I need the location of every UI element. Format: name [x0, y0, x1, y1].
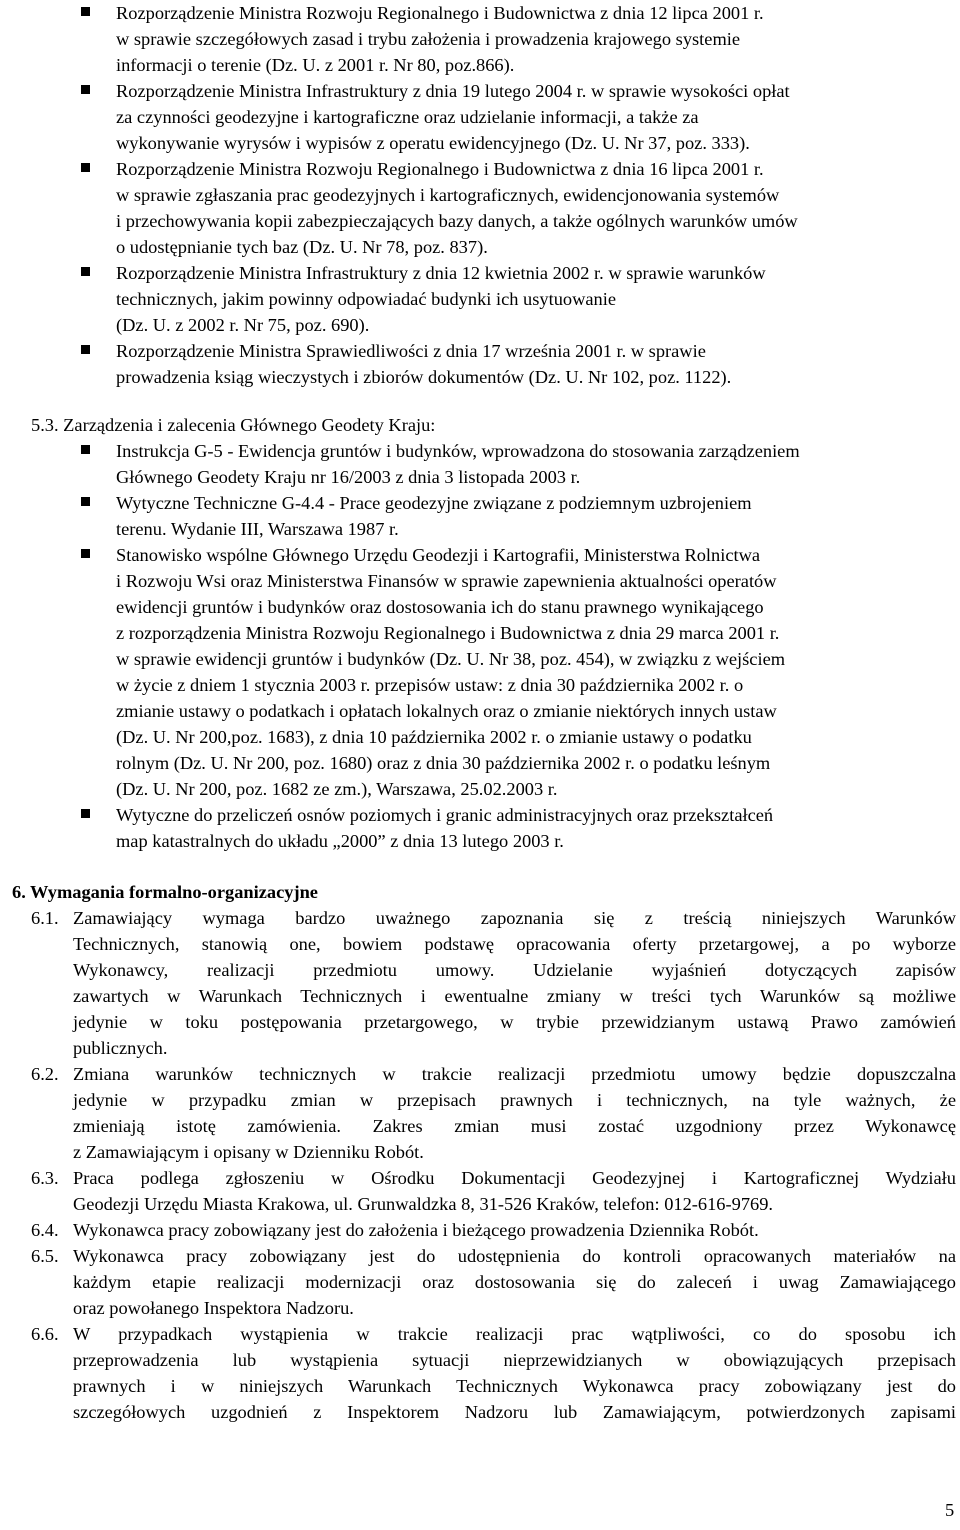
paragraph-line: publicznych. [73, 1038, 168, 1058]
square-bullet-icon [81, 163, 90, 172]
paragraph-line: Wykonawca pracy zobowiązany jest do udostępnienia do kontroli opracowanych materiałów na [73, 1246, 956, 1266]
paragraph-line: oraz powołanego Inspektora Nadzoru. [73, 1298, 354, 1318]
paragraph-line: z Zamawiającym i opisany w Dzienniku Robót. [73, 1142, 424, 1162]
paragraph-line: przeprowadzenia lub wystąpienia sytuacji nieprzewidzianych w obowiązujących przepisach [73, 1350, 956, 1370]
list-item-line: Wytyczne Techniczne G-4.4 - Prace geodezyjne związane z podziemnym uzbrojeniem [116, 493, 752, 513]
paragraph-line: Geodezji Urzędu Miasta Krakowa, ul. Grunwaldzka 8, 31-526 Kraków, telefon: 012-616-9769. [73, 1194, 774, 1214]
list-item [0, 156, 960, 260]
square-bullet-icon [81, 809, 90, 818]
paragraph-line: Wykonawca pracy zobowiązany jest do założenia i bieżącego prowadzenia Dziennika Robót. [73, 1220, 759, 1240]
page-number: 5 [945, 1500, 955, 1520]
section-6-heading: 6. Wymagania formalno-organizacyjne [12, 882, 318, 902]
item-number: 6.1. [31, 908, 59, 928]
list-item-line: za czynności geodezyjne i kartograficzne oraz udzielanie informacji, a także za [116, 107, 699, 127]
paragraph-line: Zamawiający wymaga bardzo uważnego zapoznania się z treścią niniejszych Warunków [73, 908, 956, 928]
square-bullet-icon [81, 497, 90, 506]
numbered-item [0, 1243, 956, 1321]
list-item-line: Wytyczne do przeliczeń osnów poziomych i granic administracyjnych oraz przekształceń [116, 805, 774, 825]
list-item-line: o udostępnianie tych baz (Dz. U. Nr 78, poz. 837). [116, 237, 488, 257]
square-bullet-icon [81, 445, 90, 454]
list-item-line: i Rozwoju Wsi oraz Ministerstwa Finansów w sprawie zapewnienia aktualności operatów [116, 571, 777, 591]
numbered-item [0, 1321, 956, 1425]
list-item-line: technicznych, jakim powinny odpowiadać budynki ich usytuowanie [116, 289, 617, 309]
list-item-line: Rozporządzenie Ministra Sprawiedliwości z dnia 17 września 2001 r. w sprawie [116, 341, 706, 361]
list-item-line: Głównego Geodety Kraju nr 16/2003 z dnia 3 listopada 2003 r. [116, 467, 581, 487]
paragraph-line: jedynie w przypadku zmian w przepisach prawnych i technicznych, na tyle ważnych, że [73, 1090, 956, 1110]
square-bullet-icon [81, 267, 90, 276]
list-item-line: Rozporządzenie Ministra Infrastruktury z dnia 19 lutego 2004 r. w sprawie wysokości opłat [116, 81, 790, 101]
list-item-line: zmianie ustawy o podatkach i opłatach lokalnych oraz o zmianie niektórych innych ustaw [116, 701, 777, 721]
list-item-line: w sprawie ewidencji gruntów i budynków (Dz. U. Nr 38, poz. 454), w związku z wejściem [116, 649, 786, 669]
list-item-line: Rozporządzenie Ministra Infrastruktury z dnia 12 kwietnia 2002 r. w sprawie warunków [116, 263, 766, 283]
paragraph-line: Zmiana warunków technicznych w trakcie realizacji przedmiotu umowy będzie dopuszczalna [73, 1064, 956, 1084]
numbered-item [0, 1217, 956, 1243]
list-item-line: Stanowisko wspólne Głównego Urzędu Geodezji i Kartografii, Ministerstwa Rolnictwa [116, 545, 761, 565]
list-item-line: terenu. Wydanie III, Warszawa 1987 r. [116, 519, 399, 539]
square-bullet-icon [81, 85, 90, 94]
list-item-line: (Dz. U. Nr 200, poz. 1682 ze zm.), Warszawa, 25.02.2003 r. [116, 779, 558, 799]
paragraph-line: W przypadkach wystąpienia w trakcie realizacji prac wątpliwości, co do sposobu ich [73, 1324, 956, 1344]
list-item [0, 542, 960, 802]
item-number: 6.2. [31, 1064, 59, 1084]
list-item-line: map katastralnych do układu „2000” z dnia 13 lutego 2003 r. [116, 831, 564, 851]
list-item-line: i przechowywania kopii zabezpieczających bazy danych, a także ogólnych warunków umów [116, 211, 798, 231]
list-item [0, 260, 960, 338]
square-bullet-icon [81, 345, 90, 354]
list-item-line: informacji o terenie (Dz. U. z 2001 r. Nr 80, poz.866). [116, 55, 515, 75]
list-item [0, 490, 960, 542]
list-item-line: wykonywanie wyrysów i wypisów z operatu ewidencyjnego (Dz. U. Nr 37, poz. 333). [116, 133, 750, 153]
guidelines-list [0, 438, 960, 854]
list-item-line: Rozporządzenie Ministra Rozwoju Regionalnego i Budownictwa z dnia 16 lipca 2001 r. [116, 159, 764, 179]
list-item-line: (Dz. U. Nr 200,poz. 1683), z dnia 10 października 2002 r. o zmianie ustawy o podatku [116, 727, 752, 747]
list-item [0, 338, 960, 390]
paragraph-line: jedynie w toku postępowania przetargowego, w trybie przewidzianym ustawą Prawo zamówień [73, 1012, 956, 1032]
list-item-line: z rozporządzenia Ministra Rozwoju Regionalnego i Budownictwa z dnia 29 marca 2001 r. [116, 623, 780, 643]
paragraph-line: szczegółowych uzgodnień z Inspektorem Nadzoru lub Zamawiającym, potwierdzonych zapisami [73, 1402, 956, 1422]
section-6-items [0, 905, 960, 1425]
list-item-line: prowadzenia ksiąg wieczystych i zbiorów dokumentów (Dz. U. Nr 102, poz. 1122). [116, 367, 732, 387]
list-item-line: (Dz. U. z 2002 r. Nr 75, poz. 690). [116, 315, 370, 335]
square-bullet-icon [81, 549, 90, 558]
numbered-item [0, 1165, 956, 1217]
item-number: 6.5. [31, 1246, 59, 1266]
list-item-line: Rozporządzenie Ministra Rozwoju Regionalnego i Budownictwa z dnia 12 lipca 2001 r. [116, 3, 764, 23]
regulations-list [0, 0, 960, 390]
numbered-item [0, 1061, 956, 1165]
square-bullet-icon [81, 7, 90, 16]
paragraph-line: Praca podlega zgłoszeniu w Ośrodku Dokumentacji Geodezyjnej i Kartograficznej Wydziału [73, 1168, 956, 1188]
paragraph-line: zmieniają istotę zamówienia. Zakres zmian musi zostać uzgodniony przez Wykonawcę [73, 1116, 956, 1136]
list-item [0, 438, 960, 490]
list-item [0, 78, 960, 156]
item-number: 6.4. [31, 1220, 59, 1240]
paragraph-line: zawartych w Warunkach Technicznych i ewentualne zmiany w treści tych Warunków są możliwe [73, 986, 956, 1006]
list-item [0, 802, 960, 854]
paragraph-line: każdym etapie realizacji modernizacji oraz dostosowania się do zaleceń i uwag Zamawiającego [73, 1272, 956, 1292]
list-item [0, 0, 960, 78]
paragraph-line: Wykonawcy, realizacji przedmiotu umowy. Udzielanie wyjaśnień dotyczących zapisów [73, 960, 956, 980]
list-item-line: w życie z dniem 1 stycznia 2003 r. przepisów ustaw: z dnia 30 października 2002 r. o [116, 675, 744, 695]
item-number: 6.6. [31, 1324, 59, 1344]
numbered-item [0, 905, 956, 1061]
item-number: 6.3. [31, 1168, 59, 1188]
list-item-line: Instrukcja G-5 - Ewidencja gruntów i budynków, wprowadzona do stosowania zarządzeniem [116, 441, 800, 461]
paragraph-line: Technicznych, stanowią one, bowiem podstawę opracowania oferty przetargowej, a po wyborze [73, 934, 956, 954]
list-item-line: rolnym (Dz. U. Nr 200, poz. 1680) oraz z dnia 30 października 2002 r. o podatku leśnym [116, 753, 771, 773]
section-5-3-heading: 5.3. Zarządzenia i zalecenia Głównego Geodety Kraju: [31, 415, 436, 435]
paragraph-line: prawnych i w niniejszych Warunkach Technicznych Wykonawca pracy zobowiązany jest do [73, 1376, 956, 1396]
list-item-line: w sprawie szczegółowych zasad i trybu założenia i prowadzenia krajowego systemie [116, 29, 741, 49]
list-item-line: w sprawie zgłaszania prac geodezyjnych i kartograficznych, ewidencjonowania systemów [116, 185, 780, 205]
list-item-line: ewidencji gruntów i budynków oraz dostosowania ich do stanu prawnego wynikającego [116, 597, 764, 617]
